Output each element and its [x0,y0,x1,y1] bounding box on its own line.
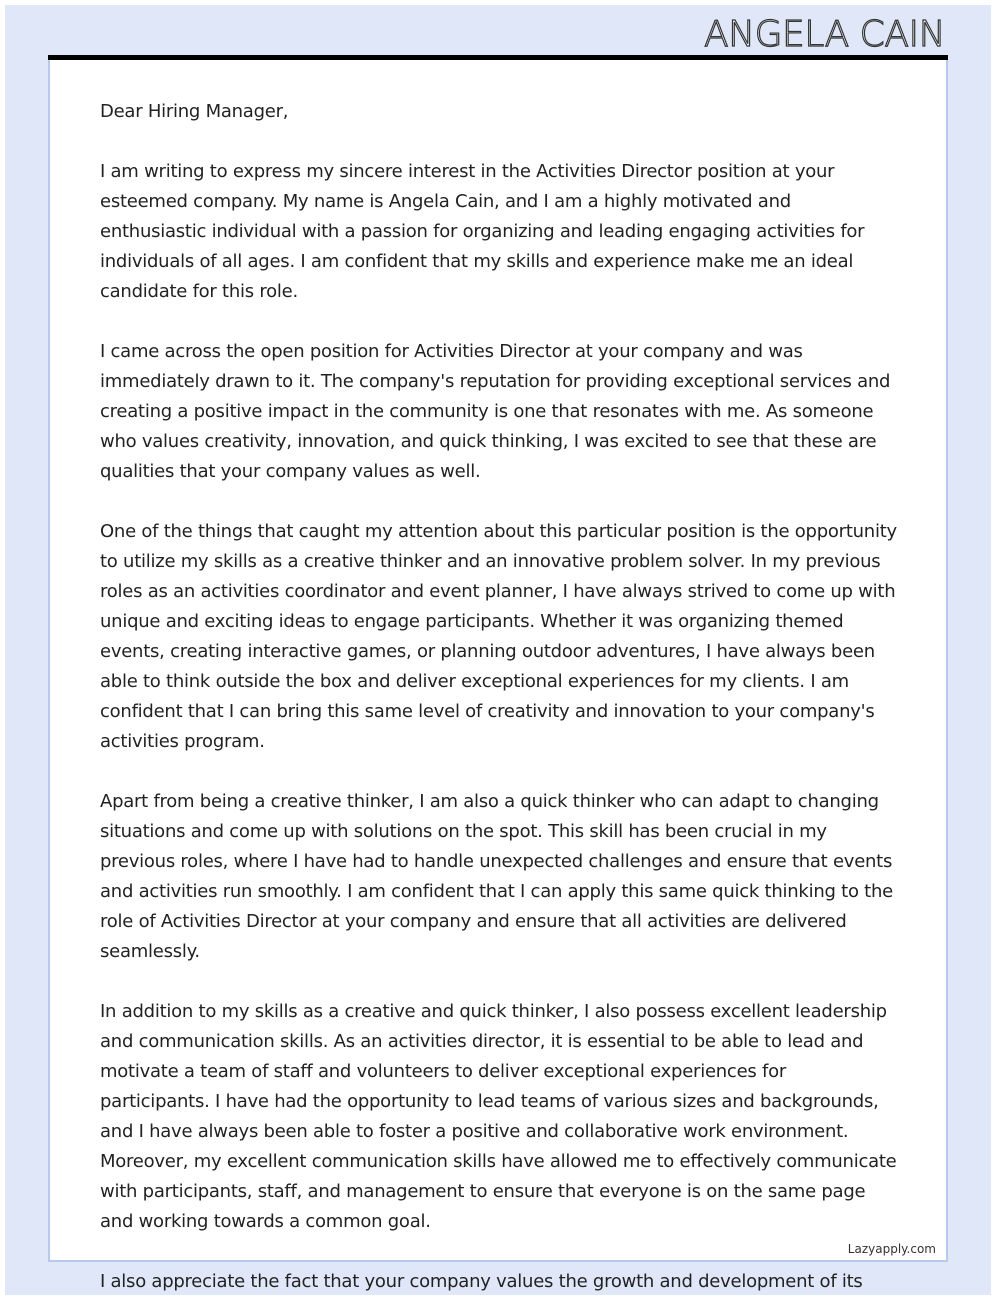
paragraph-creative-thinker: One of the things that caught my attention about this particular position is the opportunity to utilize my skills as a creative thinker and an innovative problem solver. In my previous roles as an activities coordinator and event planner, I have always strived to come up with unique and exciting ideas to engage participants. Whether it was organizing themed events, creating interactive games, or planning outdoor adventures, I have always been able to think outside the box and deliver exceptional experiences for my clients. I am confident that I can bring this same level of creativity and innovation to your company's activities program. [100,521,897,752]
salutation: Dear Hiring Manager, [100,101,289,122]
document-background [5,5,991,1295]
paragraph-leadership: In addition to my skills as a creative and quick thinker, I also possess excellent leadership and communication skills. As an activities director, it is essential to be able to lead and motivate a team of staff and volunteers to deliver exceptional experiences for participants. I have had the opportunity to lead teams of various sizes and backgrounds, and I have always been able to foster a positive and collaborative work environment. Moreover, my excellent communication skills have allowed me to effectively communicate with participants, staff, and management to ensure that everyone is on the same page and working towards a common goal. [100,1001,897,1232]
watermark-text: Lazyapply.com [847,1242,936,1256]
applicant-name-header: ANGELA CAIN [704,14,945,55]
paragraph-company-interest: I came across the open position for Activities Director at your company and was immediately drawn to it. The company's reputation for providing exceptional services and creating a positive impact in the community is one that resonates with me. As someone who values creativity, innovation, and quick thinking, I was excited to see that these are qualities that your company values as well. [100,341,891,482]
paragraph-growth: I also appreciate the fact that your company values the growth and development of its [100,1271,863,1292]
paragraph-intro: I am writing to express my sincere interest in the Activities Director position at your esteemed company. My name is Angela Cain, and I am a highly motivated and enthusiastic individual with a passion for organizing and leading engaging activities for individuals of all ages. I am confident that my skills and experience make me an ideal candidate for this role. [100,161,865,302]
cover-letter-body [100,97,900,1295]
paragraph-quick-thinker: Apart from being a creative thinker, I am also a quick thinker who can adapt to changing situations and come up with solutions on the spot. This skill has been crucial in my previous roles, where I have had to handle unexpected challenges and ensure that events and activities run smoothly. I am confident that I can apply this same quick thinking to the role of Activities Director at your company and ensure that all activities are delivered seamlessly. [100,791,893,962]
